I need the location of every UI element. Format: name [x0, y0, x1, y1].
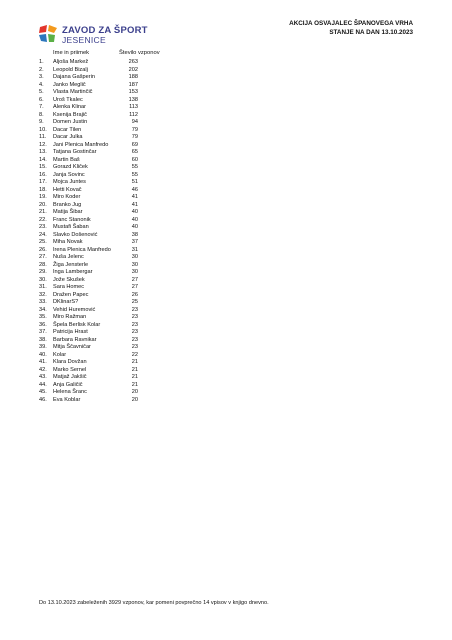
- table-row: [39, 314, 159, 322]
- ascent-count: 188: [128, 74, 138, 80]
- table-row: [39, 329, 159, 337]
- ascent-count: 60: [131, 156, 138, 163]
- table-row: [39, 179, 159, 187]
- participant-name: Franc Stanonik: [53, 216, 91, 223]
- participant-name: Alenka Klinar: [53, 104, 86, 110]
- table-row: [39, 202, 159, 210]
- participant-name: Tatjana Gostinčar: [53, 149, 97, 155]
- table-row: [39, 269, 159, 277]
- participant-name: Matjaž Jakšič: [53, 374, 87, 380]
- ascent-count: 26: [131, 291, 138, 298]
- participant-name: Barbara Ravnikar: [53, 336, 97, 343]
- participant-name: Janko Meglič: [53, 81, 86, 88]
- ascent-count: 21: [131, 381, 138, 388]
- participant-name: Branko Jug: [53, 201, 82, 208]
- participant-name: Vehid Huremović: [53, 306, 96, 313]
- participant-name: Žiga Jensterle: [53, 261, 89, 268]
- participant-name: Miha Novak: [53, 239, 83, 245]
- table-row: [39, 299, 159, 307]
- ascent-count: 79: [131, 126, 138, 133]
- ascent-count: 79: [131, 134, 138, 140]
- rank-number: 25.: [39, 239, 47, 245]
- participant-name: Irena Plenica Manfredo: [53, 246, 111, 253]
- table-row: [39, 209, 159, 217]
- participant-name: Sara Homec: [53, 284, 85, 290]
- rank-number: 18.: [39, 186, 47, 193]
- participant-name: Martin Baš: [53, 156, 80, 163]
- rank-number: 26.: [39, 246, 47, 253]
- ascent-count: 41: [131, 201, 138, 208]
- participant-name: Mojca Juntes: [53, 179, 86, 185]
- rank-number: 19.: [39, 194, 47, 200]
- ascent-count: 263: [128, 59, 138, 65]
- participant-name: Miro Ražman: [53, 314, 87, 320]
- ascent-count: 69: [131, 141, 138, 148]
- participant-name: Kolar: [53, 351, 67, 358]
- ascent-count: 37: [131, 239, 138, 245]
- rank-number: 9.: [39, 119, 44, 125]
- ascent-count: 20: [131, 389, 138, 395]
- table-row: [39, 127, 159, 135]
- ascent-count: 153: [128, 89, 138, 95]
- ascent-count: 187: [128, 81, 138, 88]
- participant-name: Anja Galičič: [53, 381, 83, 388]
- table-row: [39, 254, 159, 262]
- table-row: [39, 307, 159, 315]
- logo-town: JESENICE: [62, 35, 106, 45]
- participant-name: Dajana Gašperin: [53, 74, 95, 80]
- rank-number: 43.: [39, 374, 47, 380]
- participant-name: Vlasta Martinčič: [53, 89, 93, 95]
- rank-number: 37.: [39, 329, 47, 335]
- rank-number: 42.: [39, 366, 47, 373]
- table-row: [39, 239, 159, 247]
- ascent-count: 40: [131, 209, 138, 215]
- participant-name: Miro Koder: [53, 194, 81, 200]
- ascent-count: 20: [131, 396, 138, 403]
- rank-number: 23.: [39, 224, 47, 230]
- rank-number: 20.: [39, 201, 47, 208]
- ascent-count: 23: [131, 329, 138, 335]
- participant-name: Uroš Tkalec: [53, 96, 83, 103]
- table-row: [39, 397, 159, 405]
- ascent-count: 30: [131, 269, 138, 275]
- table-row: [39, 352, 159, 360]
- participant-name: Nuša Jelenc: [53, 254, 84, 260]
- table-row: [39, 164, 159, 172]
- rank-number: 14.: [39, 156, 47, 163]
- rank-number: 8.: [39, 111, 44, 118]
- rank-number: 30.: [39, 276, 47, 283]
- rank-number: 36.: [39, 321, 47, 328]
- rank-number: 45.: [39, 389, 47, 395]
- table-row: [39, 322, 159, 330]
- table-row: [39, 382, 159, 390]
- rank-number: 4.: [39, 81, 44, 88]
- rank-number: 41.: [39, 359, 47, 365]
- table-row: [39, 149, 159, 157]
- column-header-count: Število vzponov: [119, 50, 160, 56]
- participant-name: DKlinarS?: [53, 299, 79, 305]
- participant-name: Helena Šranc: [53, 389, 87, 395]
- participant-name: Leopold Bizalj: [53, 66, 88, 73]
- ascent-count: 55: [131, 164, 138, 170]
- ascent-count: 21: [131, 359, 138, 365]
- ascent-count: 51: [131, 179, 138, 185]
- title-line-2: STANJE NA DAN 13.10.2023: [329, 29, 413, 36]
- participant-name: Marko Sernel: [53, 366, 87, 373]
- rank-number: 31.: [39, 284, 47, 290]
- ascent-count: 40: [131, 224, 138, 230]
- participant-name: Jože Skušek: [53, 276, 85, 283]
- ascent-count: 21: [131, 374, 138, 380]
- rank-number: 39.: [39, 344, 47, 350]
- participant-name: Hetti Kovač: [53, 186, 82, 193]
- table-row: [39, 389, 159, 397]
- rank-number: 7.: [39, 104, 44, 110]
- table-row: [39, 284, 159, 292]
- table-row: [39, 134, 159, 142]
- ascent-count: 112: [129, 111, 138, 118]
- table-row: [39, 119, 159, 127]
- ascent-count: 202: [128, 66, 138, 73]
- ascent-count: 41: [131, 194, 138, 200]
- rank-number: 16.: [39, 171, 47, 178]
- table-row: [39, 359, 159, 367]
- table-row: [39, 157, 159, 165]
- rank-number: 11.: [39, 134, 47, 140]
- ascent-count: 31: [131, 246, 138, 253]
- ascent-count: 23: [131, 321, 138, 328]
- table-row: [39, 112, 159, 120]
- participant-name: Aljoša Markež: [53, 59, 89, 65]
- rank-number: 5.: [39, 89, 44, 95]
- rank-number: 15.: [39, 164, 47, 170]
- participant-name: Mustafi Šaban: [53, 224, 89, 230]
- participant-name: Dacar Tilen: [53, 126, 82, 133]
- ascent-count: 21: [131, 366, 138, 373]
- participant-name: Klara Dovžan: [53, 359, 87, 365]
- document-title: [289, 19, 413, 37]
- rank-number: 1.: [39, 59, 44, 65]
- ascent-count: 65: [131, 149, 138, 155]
- table-row: [39, 247, 159, 255]
- table-row: [39, 104, 159, 112]
- table-row: [39, 172, 159, 180]
- rank-number: 28.: [39, 261, 47, 268]
- rank-number: 40.: [39, 351, 47, 358]
- participant-name: Jani Plenica Manfredo: [53, 141, 109, 148]
- column-header-name: Ime in priimek: [53, 50, 90, 56]
- ascent-count: 22: [131, 351, 138, 358]
- participant-name: Dacar Julka: [53, 134, 83, 140]
- table-row: [39, 217, 159, 225]
- participant-name: Slavko Došenović: [53, 231, 98, 238]
- rank-number: 3.: [39, 74, 44, 80]
- ascent-count: 30: [131, 254, 138, 260]
- title-line-1: AKCIJA OSVAJALEC ŠPANOVEGA VRHA: [289, 20, 413, 27]
- rank-number: 29.: [39, 269, 47, 275]
- rank-number: 38.: [39, 336, 47, 343]
- ascent-count: 27: [131, 276, 138, 283]
- table-row: [39, 74, 159, 82]
- rank-number: 27.: [39, 254, 47, 260]
- footer-note: Do 13.10.2023 zabeleženih 3929 vzponov, kar pomeni povprečno 14 vpisov v knjigo dnevno.: [39, 600, 269, 606]
- table-row: [39, 374, 159, 382]
- table-row: [39, 262, 159, 270]
- rank-number: 13.: [39, 149, 47, 155]
- participant-name: Janja Sovinc: [53, 171, 85, 178]
- rank-number: 34.: [39, 306, 47, 313]
- rank-number: 12.: [39, 141, 47, 148]
- participant-name: Špela Berlisk Kolar: [53, 321, 101, 328]
- ascent-count: 46: [131, 186, 138, 193]
- rank-number: 24.: [39, 231, 47, 238]
- table-row: [39, 194, 159, 202]
- rank-number: 10.: [39, 126, 47, 133]
- table-row: [39, 224, 159, 232]
- table-row: [39, 337, 159, 345]
- ascent-count: 38: [131, 231, 138, 238]
- table-row: [39, 232, 159, 240]
- ascent-count: 27: [131, 284, 138, 290]
- rank-number: 2.: [39, 66, 44, 73]
- rank-number: 46.: [39, 396, 47, 403]
- participant-name: Patricija Hrast: [53, 329, 88, 335]
- organization-logo: [38, 24, 148, 48]
- table-row: [39, 292, 159, 300]
- participant-name: Gorazd Kliček: [53, 164, 88, 170]
- participant-name: Domen Justin: [53, 119, 88, 125]
- participant-name: Matija Šibar: [53, 209, 83, 215]
- participant-name: Dražen Papec: [53, 291, 89, 298]
- table-row: [39, 142, 159, 150]
- ascent-count: 23: [131, 336, 138, 343]
- table-row: [39, 344, 159, 352]
- table-row: [39, 187, 159, 195]
- table-row: [39, 367, 159, 375]
- table-row: [39, 67, 159, 75]
- rank-number: 32.: [39, 291, 47, 298]
- ascent-count: 23: [131, 306, 138, 313]
- participant-name: Inga Lambergar: [53, 269, 93, 275]
- table-row: [39, 97, 159, 105]
- ascent-count: 23: [131, 344, 138, 350]
- logo-mark-icon: [38, 24, 58, 44]
- rank-number: 35.: [39, 314, 47, 320]
- table-row: [39, 277, 159, 285]
- ascent-count: 23: [131, 314, 138, 320]
- table-row: [39, 89, 159, 97]
- ascent-count: 30: [131, 261, 138, 268]
- table-row: [39, 59, 159, 67]
- ascent-count: 94: [131, 119, 138, 125]
- ascent-count: 113: [129, 104, 138, 110]
- ascent-count: 40: [131, 216, 138, 223]
- ranking-table: [39, 59, 159, 404]
- table-row: [39, 82, 159, 90]
- rank-number: 17.: [39, 179, 47, 185]
- rank-number: 22.: [39, 216, 47, 223]
- logo-name: ZAVOD ZA ŠPORT: [62, 25, 148, 36]
- rank-number: 21.: [39, 209, 47, 215]
- ascent-count: 25: [131, 299, 138, 305]
- participant-name: Ksenija Brajič: [53, 111, 87, 118]
- rank-number: 44.: [39, 381, 47, 388]
- rank-number: 33.: [39, 299, 47, 305]
- ascent-count: 138: [128, 96, 138, 103]
- rank-number: 6.: [39, 96, 44, 103]
- participant-name: Eva Koblar: [53, 396, 81, 403]
- participant-name: Mitja Ščavničar: [53, 344, 91, 350]
- ascent-count: 55: [131, 171, 138, 178]
